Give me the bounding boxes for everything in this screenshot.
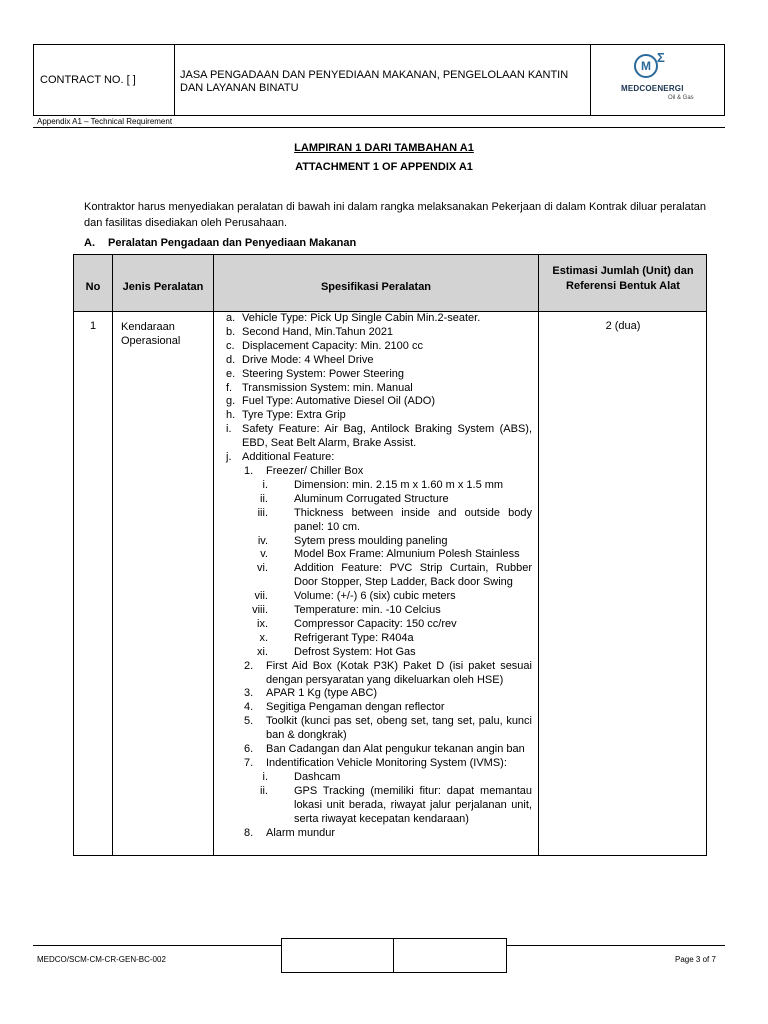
spec-item-label: 6. <box>244 743 254 756</box>
spec-item-text: Sytem press moulding paneling <box>294 534 448 547</box>
spec-item <box>214 632 532 646</box>
spec-item-text: Volume: (+/-) 6 (six) cubic meters <box>294 590 456 603</box>
spec-item <box>214 465 532 479</box>
spec-item <box>214 368 532 382</box>
spec-item-label: ix. <box>257 617 268 630</box>
header-spesifikasi: Spesifikasi Peralatan <box>320 281 432 293</box>
spec-item <box>214 535 532 549</box>
spec-item-label: e. <box>226 367 236 380</box>
footer-box <box>393 938 507 973</box>
spec-item <box>214 743 532 757</box>
spec-item-label: ii. <box>260 492 268 505</box>
spec-item <box>214 423 532 451</box>
spec-item <box>214 646 532 660</box>
spec-item <box>214 827 532 841</box>
spec-item-text: Refrigerant Type: R404a <box>294 631 414 644</box>
spec-item-text: Safety Feature: Air Bag, Antilock Braking System (ABS), EBD, Seat Belt Alarm, Brake Assist. <box>242 423 532 450</box>
spec-item-label: 8. <box>244 826 254 839</box>
section-title: Peralatan Pengadaan dan Penyediaan Makanan <box>108 237 357 249</box>
spec-item <box>214 715 532 743</box>
spec-item-text: Segitiga Pengaman dengan reflector <box>266 701 445 714</box>
spec-item <box>214 687 532 701</box>
spec-item-label: b. <box>226 325 236 338</box>
spec-item-text: Defrost System: Hot Gas <box>294 645 416 658</box>
spec-item-label: i. <box>262 478 268 491</box>
spec-item <box>214 785 532 827</box>
spec-item-label: 5. <box>244 715 254 728</box>
spec-item-label: iii. <box>257 506 268 519</box>
spec-item-text: Vehicle Type: Pick Up Single Cabin Min.2-seater. <box>242 312 481 324</box>
spec-item <box>214 660 532 688</box>
row-number: 1 <box>90 320 97 332</box>
row-jenis: Kendaraan Operasional <box>121 321 181 347</box>
spec-item-text: Fuel Type: Automative Diesel Oil (ADO) <box>242 395 435 408</box>
attachment-title-id: LAMPIRAN 1 DARI TAMBAHAN A1 <box>294 142 474 154</box>
attachment-title-en: ATTACHMENT 1 OF APPENDIX A1 <box>295 161 473 173</box>
intro-paragraph: Kontraktor harus menyediakan peralatan di bawah ini dalam rangka melaksanakan Pekerjaan di dalam Kontrak diluar peralatan dan fasilitas disediakan oleh Perusahaan. <box>84 201 706 229</box>
header-jenis: Jenis Peralatan <box>122 281 204 293</box>
spec-item-text: Ban Cadangan dan Alat pengukur tekanan angin ban <box>266 743 525 756</box>
spec-item-text: Second Hand, Min.Tahun 2021 <box>242 325 394 338</box>
spec-item <box>214 590 532 604</box>
spec-item <box>214 312 532 326</box>
section-heading <box>84 237 356 249</box>
spec-item <box>214 493 532 507</box>
logo-mark-icon: M <box>634 54 658 78</box>
spec-item-text: Additional Feature: <box>242 451 335 464</box>
spec-item <box>214 618 532 632</box>
spec-item <box>214 548 532 562</box>
spec-item-text: Transmission System: min. Manual <box>242 381 413 394</box>
logo-sigma-icon: Σ <box>657 50 665 65</box>
spec-item <box>214 604 532 618</box>
spec-item-text: Drive Mode: 4 Wheel Drive <box>242 353 374 366</box>
spec-item <box>214 507 532 535</box>
header-divider <box>33 127 725 128</box>
spec-list <box>214 312 532 840</box>
spec-item-label: v. <box>260 548 268 561</box>
spec-item-label: d. <box>226 353 236 366</box>
spec-item-label: a. <box>226 312 236 324</box>
spec-item-text: Alarm mundur <box>266 826 336 839</box>
section-number: A. <box>84 237 95 249</box>
spec-item-label: i. <box>226 423 232 436</box>
spec-item <box>214 409 532 423</box>
spec-item-label: h. <box>226 409 236 422</box>
spec-item-text: Steering System: Power Steering <box>242 367 405 380</box>
spec-item-label: iv. <box>257 534 268 547</box>
spec-item-label: f. <box>226 381 233 394</box>
spec-item-label: xi. <box>257 645 268 658</box>
spec-item-label: 2. <box>244 659 254 672</box>
spec-item-text: Compressor Capacity: 150 cc/rev <box>294 617 457 630</box>
spec-item-label: x. <box>259 631 268 644</box>
spec-item <box>214 382 532 396</box>
spec-item-text: GPS Tracking (memiliki fitur: dapat memantau lokasi unit berada, riwayat jalur perjalanan unit, serta riwayat kecepatan kendaraan) <box>294 784 532 825</box>
spec-item-label: ii. <box>260 784 268 797</box>
spec-item <box>214 479 532 493</box>
spec-item-text: APAR 1 Kg (type ABC) <box>266 687 378 700</box>
document-header <box>33 44 725 116</box>
company-logo <box>591 45 724 115</box>
spec-item-label: j. <box>226 451 232 464</box>
spec-item-text: Freezer/ Chiller Box <box>266 464 364 477</box>
contract-number: CONTRACT NO. [ ] <box>40 74 136 86</box>
contract-number-cell <box>34 45 175 115</box>
spec-item <box>214 771 532 785</box>
spec-item-text: Dashcam <box>294 770 341 783</box>
spec-item-text: Tyre Type: Extra Grip <box>242 409 346 422</box>
logo-company-name: MEDCOENERGI <box>621 84 684 93</box>
spec-item-text: First Aid Box (Kotak P3K) Paket D (isi paket sesuai dengan persyaratan yang dikeluarkan oleh HSE) <box>266 659 532 686</box>
spec-item <box>214 326 532 340</box>
footer-box <box>281 938 394 973</box>
spec-item-text: Thickness between inside and outside body panel: 10 cm. <box>294 506 532 533</box>
row-estimasi: 2 (dua) <box>605 320 641 332</box>
spec-item <box>214 757 532 771</box>
spec-item-text: Displacement Capacity: Min. 2100 cc <box>242 339 423 352</box>
column-divider <box>112 255 113 855</box>
contract-title-cell <box>175 45 591 115</box>
spec-item <box>214 340 532 354</box>
spec-item-text: Temperature: min. -10 Celcius <box>294 604 441 617</box>
page-number: Page 3 of 7 <box>675 955 716 964</box>
spec-item-label: vi. <box>257 562 268 575</box>
logo-company-sub: Oil & Gas <box>668 95 694 101</box>
spec-item-text: Model Box Frame: Almunium Polesh Stainless <box>294 548 520 561</box>
header-estimasi: Estimasi Jumlah (Unit) dan Referensi Bentuk Alat <box>552 265 694 292</box>
spec-item-text: Indentification Vehicle Monitoring System (IVMS): <box>266 757 507 769</box>
spec-item-label: c. <box>226 339 235 352</box>
spec-item-text: Addition Feature: PVC Strip Curtain, Rubber Door Stopper, Step Ladder, Back door Swing <box>294 562 532 589</box>
equipment-table <box>73 254 707 856</box>
spec-item <box>214 562 532 590</box>
column-divider <box>538 255 539 855</box>
header-no: No <box>85 281 101 293</box>
spec-item <box>214 354 532 368</box>
appendix-label: Appendix A1 – Technical Requirement <box>37 117 173 126</box>
spec-item-label: 4. <box>244 701 254 714</box>
spec-item <box>214 451 532 465</box>
contract-title: JASA PENGADAAN DAN PENYEDIAAN MAKANAN, PENGELOLAAN KANTIN DAN LAYANAN BINATU <box>180 69 569 94</box>
spec-item-label: 7. <box>244 757 254 769</box>
spec-item-label: vii. <box>254 590 268 603</box>
spec-item <box>214 701 532 715</box>
spec-item-text: Aluminum Corrugated Structure <box>294 492 449 505</box>
spec-item-label: viii. <box>252 604 268 617</box>
spec-item-label: 1. <box>244 464 254 477</box>
spec-item-label: g. <box>226 395 236 408</box>
spec-item-label: 3. <box>244 687 254 700</box>
spec-item-label: i. <box>262 770 268 783</box>
document-code: MEDCO/SCM-CM-CR-GEN-BC-002 <box>37 955 166 964</box>
spec-item-text: Dimension: min. 2.15 m x 1.60 m x 1.5 mm <box>294 478 504 491</box>
spec-item-text: Toolkit (kunci pas set, obeng set, tang set, palu, kunci ban & dongkrak) <box>266 715 532 742</box>
spec-item <box>214 395 532 409</box>
